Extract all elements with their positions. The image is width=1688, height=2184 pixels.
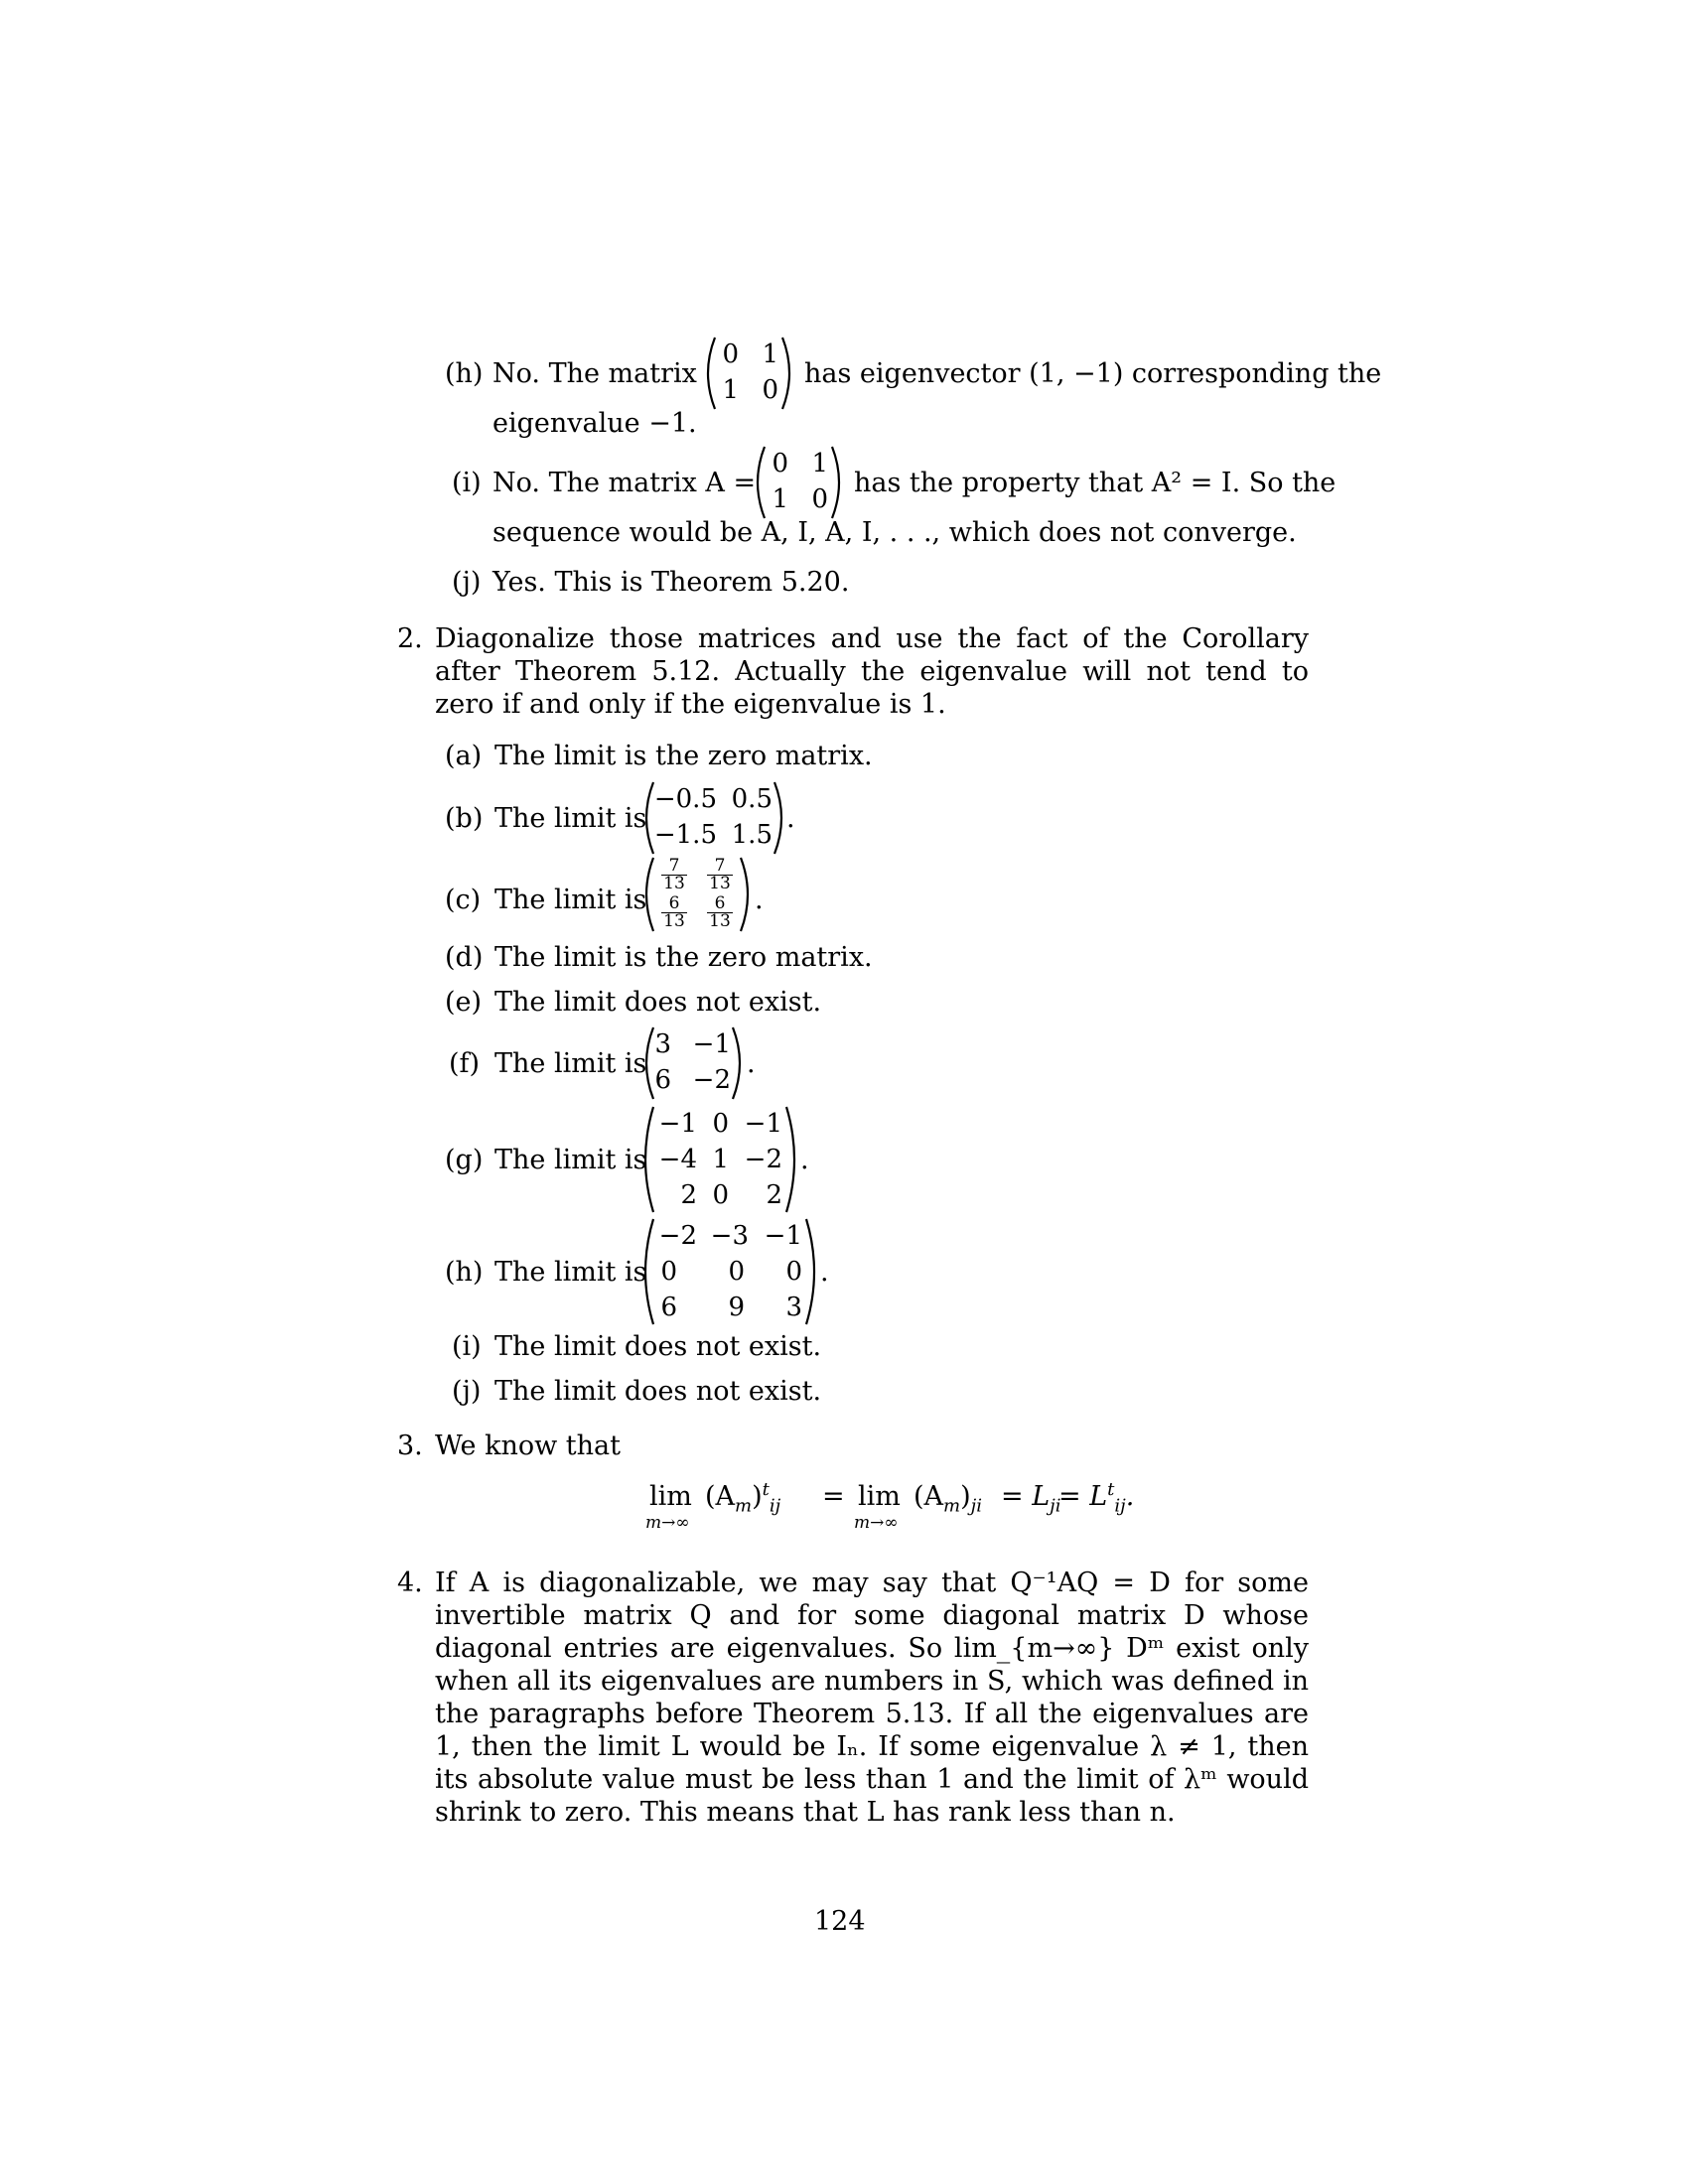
problem-3-equation — [645, 1479, 1135, 1541]
item-2f-label: (f) — [449, 1048, 481, 1079]
matrix-cell: 1 — [811, 449, 828, 478]
eq-text: (A — [914, 1481, 944, 1512]
fraction-numerator: 7 — [668, 856, 680, 876]
eq-term — [1058, 1479, 1135, 1517]
eq-sub: ij — [769, 1495, 781, 1517]
eq-text: . — [1125, 1481, 1135, 1512]
matrix-end-punct: . — [747, 1048, 756, 1079]
item-2i-label: (i) — [452, 1331, 482, 1362]
item-1j-text: Yes. This is Theorem 5.20. — [492, 567, 850, 598]
matrix-cell: 3 — [785, 1293, 802, 1322]
item-2d-label: (d) — [445, 942, 484, 973]
problem-4-number: 4. — [397, 1568, 423, 1598]
matrix-cell: 0 — [772, 449, 788, 478]
matrix-cell: 0 — [785, 1257, 802, 1287]
problem-3-text: We know that — [435, 1431, 621, 1461]
matrix-cell: 2 — [680, 1180, 697, 1210]
eq-term — [705, 1479, 781, 1517]
item-2b-label: (b) — [445, 803, 484, 834]
item-2e-label: (e) — [445, 987, 483, 1018]
matrix-cell: 0 — [811, 484, 828, 514]
item-2g-label: (g) — [445, 1145, 484, 1175]
matrix-cell: 1.5 — [731, 820, 773, 850]
matrix-cell: 0 — [722, 340, 739, 369]
problem-4-text: If A is diagonalizable, we may say that Q⁻¹AQ = D for some invertible matrix Q and for some diagonal matrix D whose diagonal entries are eigenvalues. So lim_{m→∞} Dᵐ exist only when all its eigenvalues are numbers in S, which was defined in the paragraphs before Theorem 5.13. If all the eigenvalues are 1, then the limit L would be Iₙ. If some eigenvalue λ ≠ 1, then its absolute value must be less than 1 and the limit of λᵐ would shrink to zero. This means that L has rank less than n. — [435, 1568, 1309, 1828]
matrix-cell: 3 — [654, 1029, 671, 1059]
fraction — [661, 895, 687, 930]
fraction-denominator: 13 — [707, 875, 733, 892]
matrix-2c — [641, 856, 753, 933]
matrix-2b — [641, 780, 786, 856]
item-1h-text-c: eigenvalue −1. — [492, 408, 697, 439]
eq-sub: m — [735, 1495, 753, 1517]
item-1h-text-a: No. The matrix — [492, 358, 697, 389]
matrix-cell: 1 — [762, 340, 778, 369]
matrix-cell: 0 — [712, 1180, 729, 1210]
matrix-end-punct: . — [800, 1145, 809, 1175]
lim-operator: lim — [858, 1481, 901, 1512]
matrix-end-punct: . — [820, 1257, 829, 1288]
fraction-denominator: 13 — [661, 875, 687, 892]
matrix-cell: −1 — [764, 1221, 802, 1251]
eq-sub: ji — [1050, 1495, 1061, 1517]
lim-operator: lim — [649, 1481, 692, 1512]
matrix-cell: −4 — [658, 1145, 697, 1174]
eq-sub: ji — [970, 1495, 983, 1517]
fraction — [707, 858, 733, 892]
eq-sub: m — [943, 1495, 961, 1517]
matrix-1i — [753, 445, 844, 520]
problem-3-number: 3. — [397, 1431, 423, 1461]
matrix-cell: 0 — [660, 1257, 677, 1287]
page-number: 124 — [814, 1906, 866, 1937]
problem-2-number: 2. — [397, 623, 423, 654]
matrix-end-punct: . — [755, 885, 764, 915]
matrix-end-punct: . — [786, 803, 795, 834]
matrix-cell: −3 — [710, 1221, 749, 1251]
matrix-cell: −2 — [658, 1221, 697, 1251]
eq-term — [914, 1481, 983, 1517]
item-1i-text-c: sequence would be A, I, A, I, . . ., which does not converge. — [492, 517, 1297, 548]
eq-equals: = — [822, 1481, 845, 1512]
matrix-cell: −2 — [744, 1145, 782, 1174]
item-2e-text: The limit does not exist. — [494, 987, 822, 1018]
matrix-cell: −1.5 — [653, 820, 717, 850]
matrix-cell: 1 — [722, 375, 739, 405]
item-2j-label: (j) — [452, 1376, 482, 1407]
fraction — [707, 895, 733, 930]
eq-text: = L — [1058, 1481, 1108, 1512]
matrix-cell: 6 — [660, 1293, 677, 1322]
item-2h-text: The limit is — [494, 1257, 647, 1288]
item-1i-text-b: has the property that A² = I. So the — [854, 468, 1336, 498]
item-2f-text: The limit is — [494, 1048, 647, 1079]
item-2c-text: The limit is — [494, 885, 647, 915]
matrix-cell: 0.5 — [731, 784, 773, 814]
matrix-2f — [641, 1025, 745, 1101]
matrix-cell: −1 — [692, 1029, 731, 1059]
item-2a-text: The limit is the zero matrix. — [494, 741, 873, 771]
matrix-cell: 0 — [712, 1109, 729, 1139]
fraction-denominator: 13 — [707, 912, 733, 930]
item-2i-text: The limit does not exist. — [494, 1331, 822, 1362]
matrix-cell: −1 — [658, 1109, 697, 1139]
matrix-cell: −2 — [692, 1065, 731, 1095]
item-1i-label: (i) — [452, 468, 482, 498]
eq-sub: ij — [1114, 1495, 1126, 1517]
matrix-2g — [641, 1105, 798, 1214]
item-1i-text-a: No. The matrix A = — [492, 468, 757, 498]
matrix-cell: 6 — [654, 1065, 671, 1095]
fraction-numerator: 7 — [714, 856, 726, 876]
item-1h-text-b: has eigenvector (1, −1) corresponding the — [804, 358, 1382, 389]
eq-term — [1001, 1481, 1061, 1517]
eq-sup: t — [762, 1479, 770, 1500]
lim-subscript: m→∞ — [854, 1513, 899, 1533]
eq-text: ) — [960, 1481, 971, 1512]
item-2j-text: The limit does not exist. — [494, 1376, 822, 1407]
problem-2-intro: Diagonalize those matrices and use the fact of the Corollary after Theorem 5.12. Actually the eigenvalue will not tend to zero if and only if the eigenvalue is 1. — [435, 623, 1309, 720]
matrix-cell: 0 — [728, 1257, 745, 1287]
matrix-cell: 1 — [772, 484, 788, 514]
eq-text: (A — [705, 1481, 736, 1512]
fraction — [661, 858, 687, 892]
matrix-1h — [703, 336, 794, 411]
item-1j-label: (j) — [452, 567, 482, 598]
item-2g-text: The limit is — [494, 1145, 647, 1175]
fraction-numerator: 6 — [714, 893, 726, 913]
matrix-2h — [641, 1217, 818, 1326]
matrix-cell: 0 — [762, 375, 778, 405]
fraction-numerator: 6 — [668, 893, 680, 913]
eq-sup: t — [1107, 1479, 1115, 1500]
matrix-cell: −0.5 — [653, 784, 717, 814]
eq-text: = L — [1001, 1481, 1051, 1512]
item-2d-text: The limit is the zero matrix. — [494, 942, 873, 973]
item-2c-label: (c) — [445, 885, 482, 915]
item-2h-label: (h) — [445, 1257, 484, 1288]
matrix-cell: 9 — [728, 1293, 745, 1322]
matrix-cell: −1 — [744, 1109, 782, 1139]
item-2a-label: (a) — [445, 741, 483, 771]
eq-text: ) — [752, 1481, 763, 1512]
matrix-cell: 2 — [766, 1180, 782, 1210]
item-2b-text: The limit is — [494, 803, 647, 834]
fraction-denominator: 13 — [661, 912, 687, 930]
lim-subscript: m→∞ — [645, 1513, 690, 1533]
item-1h-label: (h) — [445, 358, 484, 389]
matrix-cell: 1 — [712, 1145, 729, 1174]
